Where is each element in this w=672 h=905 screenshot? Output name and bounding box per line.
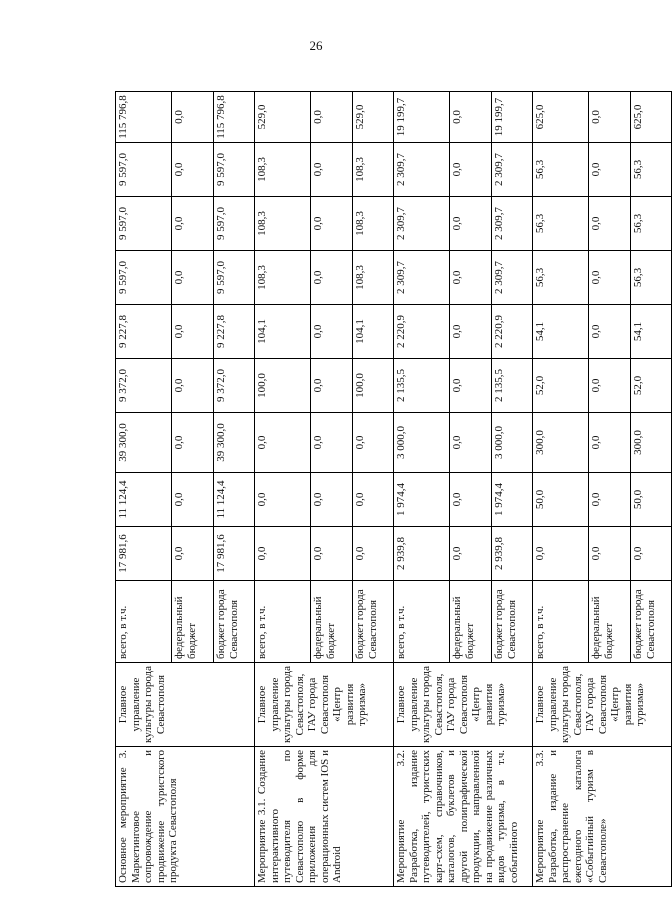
- funding-source-cell: всего, в т.ч.: [116, 581, 172, 663]
- amount-cell: 108,3: [353, 197, 394, 251]
- amount-cell: 0,0: [311, 92, 353, 143]
- amount-cell: 0,0: [172, 527, 214, 581]
- amount-cell: 529,0: [255, 92, 311, 143]
- executor-cell: Главное управление культуры города Севастополя: [116, 663, 255, 747]
- amount-cell: 0,0: [450, 413, 492, 473]
- amount-cell: 0,0: [311, 359, 353, 413]
- amount-cell: 11 124,4: [214, 473, 255, 527]
- amount-cell: 2 309,7: [492, 197, 533, 251]
- funding-source-cell: федеральный бюджет: [450, 581, 492, 663]
- table-row: [116, 92, 172, 887]
- amount-cell: 0,0: [450, 197, 492, 251]
- funding-source-cell: всего, в т.ч.: [394, 581, 450, 663]
- amount-cell: 0,0: [533, 527, 589, 581]
- amount-cell: 9 227,8: [116, 305, 172, 359]
- event-name-cell: Мероприятие 3.3. Разработка, издание и распространение ежегодного каталога «Событийный туризм в Севастополе»: [533, 747, 672, 887]
- amount-cell: 0,0: [589, 305, 631, 359]
- amount-cell: 0,0: [450, 359, 492, 413]
- amount-cell: 0,0: [172, 197, 214, 251]
- amount-cell: 2 135,5: [492, 359, 533, 413]
- amount-cell: 2 939,8: [394, 527, 450, 581]
- amount-cell: 3 000,0: [492, 413, 533, 473]
- amount-cell: 0,0: [172, 473, 214, 527]
- executor-cell: Главное управление культуры города Севастополя, ГАУ города Севастополя «Центр развития туризма»: [255, 663, 394, 747]
- executor-cell: Главное управление культуры города Севастополя, ГАУ города Севастополя «Центр развития туризма»: [533, 663, 672, 747]
- amount-cell: 1 974,4: [492, 473, 533, 527]
- amount-cell: 50,0: [533, 473, 589, 527]
- amount-cell: 108,3: [255, 197, 311, 251]
- amount-cell: 0,0: [450, 527, 492, 581]
- amount-cell: 0,0: [311, 143, 353, 197]
- amount-cell: 2 309,7: [492, 143, 533, 197]
- amount-cell: 529,0: [353, 92, 394, 143]
- amount-cell: 0,0: [589, 92, 631, 143]
- amount-cell: 0,0: [311, 305, 353, 359]
- amount-cell: 56,3: [533, 197, 589, 251]
- amount-cell: 2 309,7: [394, 197, 450, 251]
- amount-cell: 0,0: [450, 92, 492, 143]
- amount-cell: 9 372,0: [116, 359, 172, 413]
- amount-cell: 0,0: [311, 527, 353, 581]
- funding-source-cell: федеральный бюджет: [589, 581, 631, 663]
- amount-cell: 0,0: [311, 197, 353, 251]
- amount-cell: 0,0: [172, 305, 214, 359]
- amount-cell: 0,0: [311, 473, 353, 527]
- amount-cell: 300,0: [631, 413, 672, 473]
- funding-source-cell: бюджет города Севастополя: [214, 581, 255, 663]
- page-number: 26: [309, 38, 323, 53]
- amount-cell: 0,0: [172, 143, 214, 197]
- funding-source-cell: федеральный бюджет: [311, 581, 353, 663]
- amount-cell: 104,1: [255, 305, 311, 359]
- event-name-cell: Мероприятие 3.2. Разработка, издание путеводителей, туристских карт-схем, справочников, каталогов, буклетов и другой полиграфической продукции, направленной на продвижение различных видов туризма, в т.ч. событийного: [394, 747, 533, 887]
- amount-cell: 9 597,0: [214, 197, 255, 251]
- amount-cell: 2 309,7: [492, 251, 533, 305]
- amount-cell: 0,0: [311, 251, 353, 305]
- amount-cell: 0,0: [589, 143, 631, 197]
- amount-cell: 0,0: [172, 92, 214, 143]
- amount-cell: 2 309,7: [394, 143, 450, 197]
- amount-cell: 3 000,0: [394, 413, 450, 473]
- amount-cell: 56,3: [631, 251, 672, 305]
- amount-cell: 108,3: [255, 251, 311, 305]
- amount-cell: 0,0: [589, 527, 631, 581]
- table-row: [394, 92, 450, 887]
- amount-cell: 2 220,9: [394, 305, 450, 359]
- amount-cell: 108,3: [353, 251, 394, 305]
- amount-cell: 108,3: [353, 143, 394, 197]
- amount-cell: 0,0: [589, 413, 631, 473]
- amount-cell: 19 199,7: [394, 92, 450, 143]
- amount-cell: 0,0: [353, 413, 394, 473]
- event-name-cell: Мероприятие 3.1. Создание интерактивного путеводителя по Севастополю в форме приложения для операционных систем IOS и Android: [255, 747, 394, 887]
- table-row: [255, 92, 311, 887]
- amount-cell: 0,0: [255, 413, 311, 473]
- funding-source-cell: бюджет города Севастополя: [492, 581, 533, 663]
- amount-cell: 9 597,0: [214, 143, 255, 197]
- amount-cell: 2 135,5: [394, 359, 450, 413]
- amount-cell: 2 309,7: [394, 251, 450, 305]
- funding-source-cell: федеральный бюджет: [172, 581, 214, 663]
- funding-source-cell: бюджет города Севастополя: [631, 581, 672, 663]
- amount-cell: 2 939,8: [492, 527, 533, 581]
- amount-cell: 0,0: [450, 473, 492, 527]
- amount-cell: 0,0: [589, 473, 631, 527]
- amount-cell: 52,0: [631, 359, 672, 413]
- amount-cell: 9 597,0: [116, 197, 172, 251]
- amount-cell: 100,0: [353, 359, 394, 413]
- amount-cell: 300,0: [533, 413, 589, 473]
- amount-cell: 9 597,0: [214, 251, 255, 305]
- event-name-cell: Основное мероприятие 3. Маркетинговое сопровождение и продвижение туристского продукта Севастополя: [116, 747, 255, 887]
- amount-cell: 0,0: [255, 473, 311, 527]
- amount-cell: 0,0: [311, 413, 353, 473]
- amount-cell: 0,0: [589, 197, 631, 251]
- amount-cell: 50,0: [631, 473, 672, 527]
- amount-cell: 56,3: [631, 143, 672, 197]
- amount-cell: 54,1: [533, 305, 589, 359]
- amount-cell: 0,0: [353, 527, 394, 581]
- amount-cell: 104,1: [353, 305, 394, 359]
- amount-cell: 56,3: [631, 197, 672, 251]
- funding-source-cell: всего, в т.ч.: [533, 581, 589, 663]
- amount-cell: 0,0: [172, 413, 214, 473]
- amount-cell: 0,0: [255, 527, 311, 581]
- executor-cell: Главное управление культуры города Севастополя, ГАУ города Севастополя «Центр развития туризма»: [394, 663, 533, 747]
- amount-cell: 11 124,4: [116, 473, 172, 527]
- amount-cell: 1 974,4: [394, 473, 450, 527]
- amount-cell: 9 372,0: [214, 359, 255, 413]
- amount-cell: 0,0: [589, 251, 631, 305]
- amount-cell: 54,1: [631, 305, 672, 359]
- amount-cell: 100,0: [255, 359, 311, 413]
- table-row: [533, 92, 589, 887]
- amount-cell: 39 300,0: [214, 413, 255, 473]
- amount-cell: 17 981,6: [116, 527, 172, 581]
- funding-table: [115, 91, 672, 887]
- amount-cell: 0,0: [172, 251, 214, 305]
- amount-cell: 9 227,8: [214, 305, 255, 359]
- funding-source-cell: всего, в т.ч.: [255, 581, 311, 663]
- amount-cell: 2 220,9: [492, 305, 533, 359]
- funding-source-cell: бюджет города Севастополя: [353, 581, 394, 663]
- amount-cell: 0,0: [450, 251, 492, 305]
- amount-cell: 0,0: [589, 359, 631, 413]
- amount-cell: 9 597,0: [116, 251, 172, 305]
- amount-cell: 56,3: [533, 251, 589, 305]
- table-body: [116, 92, 672, 887]
- rotated-table-wrapper: [115, 92, 657, 887]
- amount-cell: 0,0: [631, 527, 672, 581]
- amount-cell: 0,0: [353, 473, 394, 527]
- amount-cell: 39 300,0: [116, 413, 172, 473]
- amount-cell: 0,0: [450, 305, 492, 359]
- amount-cell: 625,0: [631, 92, 672, 143]
- amount-cell: 625,0: [533, 92, 589, 143]
- amount-cell: 17 981,6: [214, 527, 255, 581]
- amount-cell: 56,3: [533, 143, 589, 197]
- amount-cell: 9 597,0: [116, 143, 172, 197]
- amount-cell: 19 199,7: [492, 92, 533, 143]
- amount-cell: 0,0: [172, 359, 214, 413]
- amount-cell: 108,3: [255, 143, 311, 197]
- amount-cell: 52,0: [533, 359, 589, 413]
- amount-cell: 115 796,8: [116, 92, 172, 143]
- amount-cell: 0,0: [450, 143, 492, 197]
- amount-cell: 115 796,8: [214, 92, 255, 143]
